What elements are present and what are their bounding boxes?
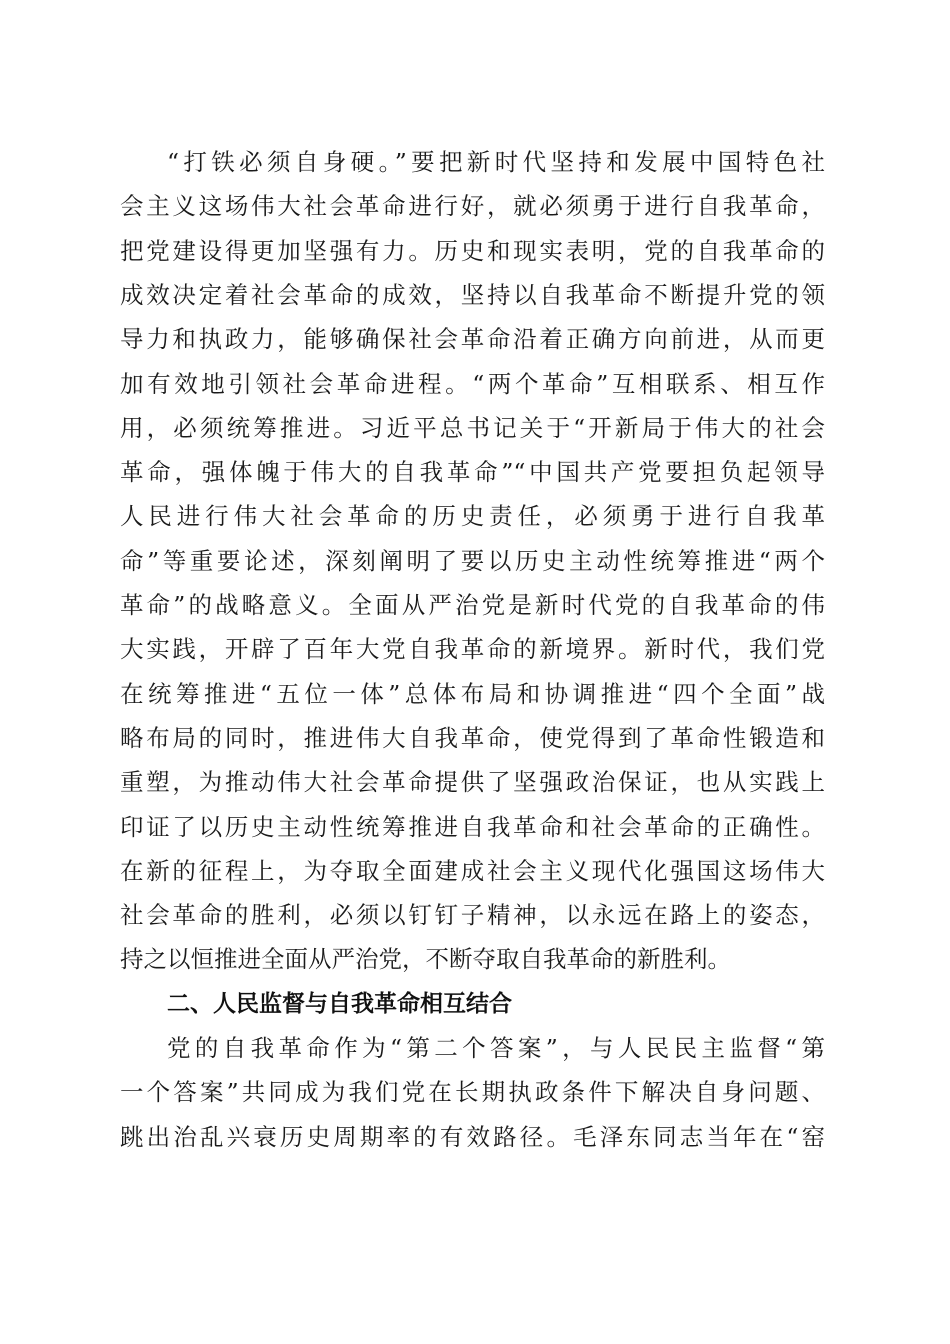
- paragraph-1-line: 成效决定着社会革命的成效，坚持以自我革命不断提升党的领: [120, 280, 825, 309]
- paragraph-1-line: 用，必须统筹推进。习近平总书记关于“开新局于伟大的社会: [120, 413, 825, 442]
- paragraph-1-line: 持之以恒推进全面从严治党，不断夺取自我革命的新胜利。: [120, 945, 731, 974]
- paragraph-1-line: 在统筹推进“五位一体”总体布局和协调推进“四个全面”战: [120, 679, 825, 708]
- paragraph-1-line: 把党建设得更加坚强有力。历史和现实表明，党的自我革命的: [120, 236, 825, 265]
- paragraph-2-line: 党的自我革命作为“第二个答案”，与人民民主监督“第: [167, 1034, 825, 1062]
- section-heading: 二、人民监督与自我革命相互结合: [167, 990, 512, 1017]
- paragraph-1-line: 社会革命的胜利，必须以钉钉子精神，以永远在路上的姿态，: [120, 901, 825, 930]
- paragraph-1-line: 革命，强体魄于伟大的自我革命”“中国共产党要担负起领导: [120, 458, 825, 487]
- paragraph-1-line: 加有效地引领社会革命进程。“两个革命”互相联系、相互作: [120, 369, 825, 398]
- paragraph-1-line: 印证了以历史主动性统筹推进自我革命和社会革命的正确性。: [120, 812, 825, 841]
- paragraph-1-line: 大实践，开辟了百年大党自我革命的新境界。新时代，我们党: [120, 635, 825, 664]
- paragraph-1-line: “打铁必须自身硬。”要把新时代坚持和发展中国特色社: [167, 148, 825, 176]
- paragraph-1-line: 在新的征程上，为夺取全面建成社会主义现代化强国这场伟大: [120, 856, 825, 885]
- paragraph-1-line: 革命”的战略意义。全面从严治党是新时代党的自我革命的伟: [120, 591, 825, 619]
- paragraph-1-line: 略布局的同时，推进伟大自我革命，使党得到了革命性锻造和: [120, 723, 825, 752]
- paragraph-1-line: 导力和执政力，能够确保社会革命沿着正确方向前进，从而更: [120, 325, 825, 354]
- paragraph-1-line: 会主义这场伟大社会革命进行好，就必须勇于进行自我革命，: [120, 192, 825, 221]
- paragraph-1-line: 重塑，为推动伟大社会革命提供了坚强政治保证，也从实践上: [120, 768, 825, 797]
- paragraph-2-line: 跳出治乱兴衰历史周期率的有效路径。毛泽东同志当年在“窑: [120, 1122, 825, 1151]
- paragraph-1-line: 命”等重要论述，深刻阐明了要以历史主动性统筹推进“两个: [120, 546, 825, 575]
- paragraph-1-line: 人民进行伟大社会革命的历史责任，必须勇于进行自我革: [120, 502, 825, 531]
- paragraph-2-line: 一个答案”共同成为我们党在长期执政条件下解决自身问题、: [120, 1078, 825, 1107]
